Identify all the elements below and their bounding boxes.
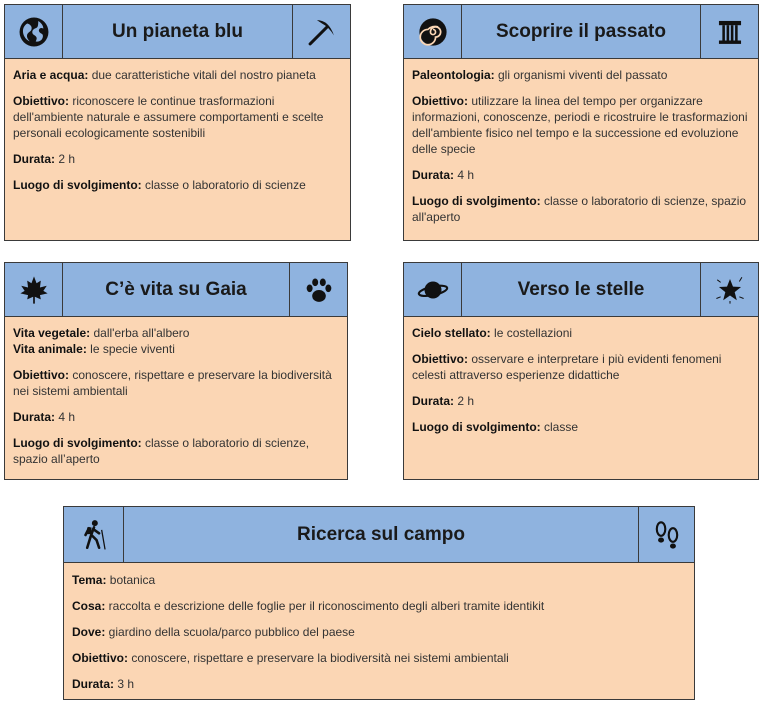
detail-row <box>13 93 342 141</box>
detail-row <box>412 419 750 435</box>
detail-label: Durata: <box>412 168 455 182</box>
detail-label: Durata: <box>13 410 56 424</box>
card-title: Ricerca sul campo <box>297 523 465 545</box>
detail-text: gli organismi viventi del passato <box>494 68 668 82</box>
card-body <box>5 59 350 209</box>
detail-row <box>13 367 339 399</box>
card-ricerca-sul-campo <box>63 506 695 700</box>
detail-row <box>412 67 750 83</box>
card-title: Un pianeta blu <box>112 20 243 42</box>
detail-text: raccolta e descrizione delle foglie per il riconoscimento degli alberi tramite identikit <box>105 599 545 613</box>
card-c-e-vita-su-gaia <box>4 262 348 480</box>
detail-text: 4 h <box>55 410 76 424</box>
detail-text: classe o laboratorio di scienze, spazio all'aperto <box>412 194 747 224</box>
card-body <box>5 317 347 483</box>
detail-label: Obiettivo: <box>412 352 468 366</box>
detail-label: Durata: <box>412 394 455 408</box>
detail-label: Durata: <box>13 152 56 166</box>
detail-text: classe o laboratorio di scienze <box>141 178 306 192</box>
detail-row <box>412 193 750 225</box>
card-title: C’è vita su Gaia <box>105 278 247 300</box>
card-scoprire-il-passato <box>403 4 759 241</box>
detail-text: le costellazioni <box>490 326 573 340</box>
detail-row <box>412 167 750 183</box>
detail-row <box>13 151 342 167</box>
card-header <box>5 263 347 317</box>
detail-label: Luogo di svolgimento: <box>412 194 541 208</box>
detail-text: botanica <box>106 573 156 587</box>
detail-label: Cosa: <box>72 599 106 613</box>
maple-leaf-icon <box>5 263 63 316</box>
detail-row <box>412 351 750 383</box>
detail-row <box>72 676 686 692</box>
star-icon <box>700 263 758 316</box>
footprints-icon <box>638 507 694 562</box>
detail-text: 2 h <box>454 394 475 408</box>
card-un-pianeta-blu <box>4 4 351 241</box>
card-title: Verso le stelle <box>517 278 645 300</box>
detail-text: due caratteristiche vitali del nostro pianeta <box>88 68 316 82</box>
column-icon <box>700 5 758 58</box>
detail-text: giardino della scuola/parco pubblico del paese <box>105 625 355 639</box>
card-verso-le-stelle <box>403 262 759 480</box>
detail-row <box>13 177 342 193</box>
detail-text: 4 h <box>454 168 475 182</box>
detail-text: osservare e interpretare i più evidenti fenomeni celesti attraverso esperienze didattiche <box>412 352 722 382</box>
detail-row <box>72 598 686 614</box>
detail-row <box>13 341 339 357</box>
card-header <box>5 5 350 59</box>
detail-row <box>412 325 750 341</box>
detail-row <box>13 67 342 83</box>
detail-label: Paleontologia: <box>412 68 495 82</box>
detail-text: riconoscere le continue trasformazioni dell'ambiente naturale e assumere comportamenti e scelte personali ecologicamente sostenibili <box>13 94 324 140</box>
detail-label: Luogo di svolgimento: <box>13 178 142 192</box>
planet-icon <box>404 263 462 316</box>
card-title: Scoprire il passato <box>495 20 666 42</box>
detail-text: 3 h <box>114 677 135 691</box>
detail-row <box>72 572 686 588</box>
detail-label: Aria e acqua: <box>13 68 89 82</box>
detail-label: Obiettivo: <box>13 368 69 382</box>
detail-text: classe o laboratorio di scienze, spazio all’aperto <box>13 436 310 466</box>
card-body <box>404 317 758 451</box>
detail-text: dall'erba all'albero <box>90 326 190 340</box>
detail-row <box>412 393 750 409</box>
detail-row <box>13 325 339 341</box>
detail-row <box>72 650 686 666</box>
detail-label: Obiettivo: <box>72 651 128 665</box>
detail-label: Vita animale: <box>13 342 87 356</box>
detail-text: classe <box>540 420 579 434</box>
detail-label: Luogo di svolgimento: <box>13 436 142 450</box>
detail-text: utilizzare la linea del tempo per organizzare informazioni, conoscenze, periodi e ricostruire le trasformazioni dell'ambiente fisico nel tempo e la successione ed evoluzione delle specie <box>412 94 748 156</box>
detail-text: 2 h <box>55 152 76 166</box>
detail-row <box>412 93 750 157</box>
hiker-icon <box>64 507 124 562</box>
detail-label: Obiettivo: <box>13 94 69 108</box>
detail-label: Obiettivo: <box>412 94 468 108</box>
paw-print-icon <box>289 263 347 316</box>
fossil-icon <box>404 5 462 58</box>
card-body <box>404 59 758 241</box>
detail-label: Luogo di svolgimento: <box>412 420 541 434</box>
detail-row <box>72 624 686 640</box>
detail-row <box>13 409 339 425</box>
detail-label: Durata: <box>72 677 115 691</box>
detail-text: conoscere, rispettare e preservare la biodiversità nei sistemi ambientali <box>128 651 509 665</box>
pickaxe-icon <box>292 5 350 58</box>
detail-row <box>13 435 339 467</box>
detail-label: Dove: <box>72 625 106 639</box>
globe-icon <box>5 5 63 58</box>
card-header <box>404 5 758 59</box>
detail-label: Cielo stellato: <box>412 326 491 340</box>
card-body <box>64 563 694 708</box>
detail-label: Tema: <box>72 573 107 587</box>
detail-label: Vita vegetale: <box>13 326 91 340</box>
detail-text: conoscere, rispettare e preservare la biodiversità nei sistemi ambientali <box>13 368 332 398</box>
card-header <box>404 263 758 317</box>
detail-text: le specie viventi <box>86 342 175 356</box>
card-header <box>64 507 694 563</box>
